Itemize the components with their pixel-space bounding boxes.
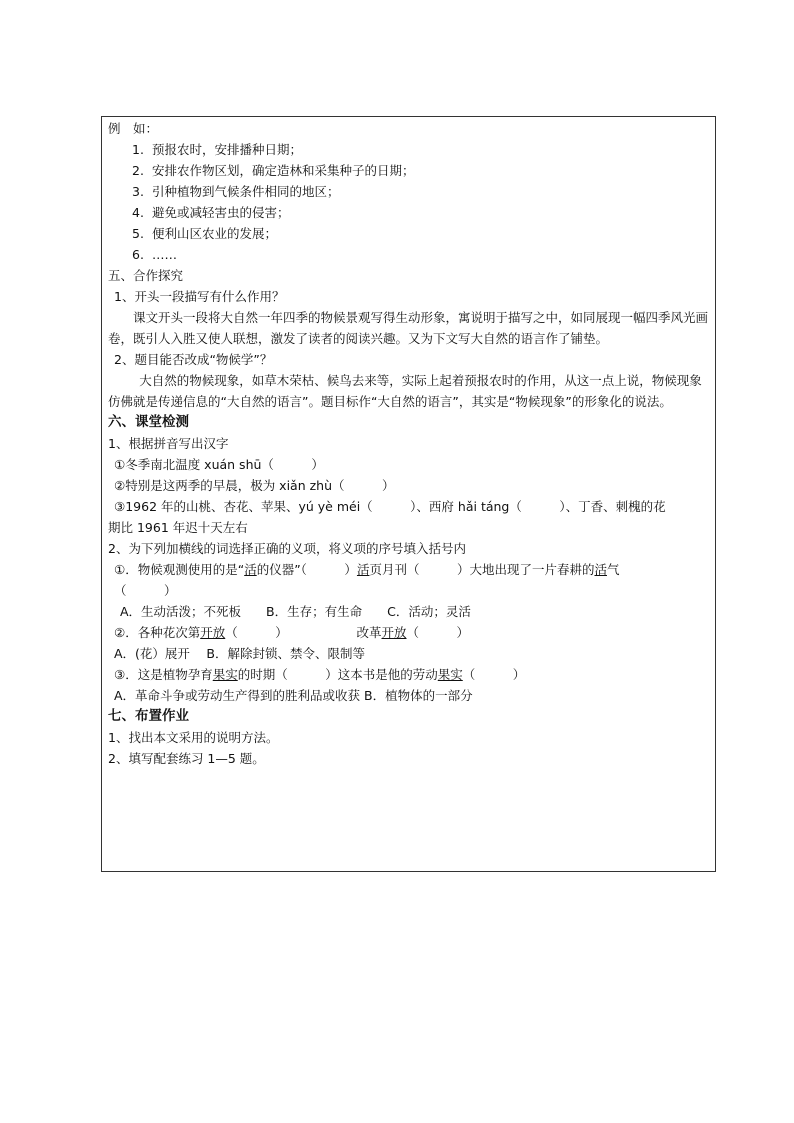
word-item-1 xyxy=(108,559,712,580)
word-item-3 xyxy=(108,664,712,685)
underlined-word: 果实 xyxy=(437,667,463,682)
underlined-word: 果实 xyxy=(212,667,238,682)
word-item-2-text: ②．各种花次第 xyxy=(114,625,201,640)
example-item xyxy=(108,160,712,181)
underlined-word: 活 xyxy=(594,562,607,577)
pinyin-item-2: ②特别是这两季的早晨，极为 xiǎn zhù（ ） xyxy=(114,478,395,493)
word-item-2-options: A．(花）展开 B．解除封锁、禁令、限制等 xyxy=(114,646,365,661)
examples-label: 例 如： xyxy=(108,121,159,136)
section7-title: 七、布置作业 xyxy=(108,708,189,724)
section5-answer-1: 课文开头一段将大自然一年四季的物候景观写得生动形象，寓说明于描写之中，如同展现一幅四季风光画卷，既引人入胜又使人联想，激发了读者的阅读兴趣。又为下文写大自然的语言作了铺垫。 xyxy=(108,310,709,346)
word-item-3-text: 的时期（ ）这本书是他的劳动 xyxy=(237,667,438,682)
section6-title: 六、课堂检测 xyxy=(108,414,189,430)
section5-title: 五、合作探究 xyxy=(108,268,184,283)
underlined-word: 活 xyxy=(244,562,257,577)
lesson-content xyxy=(108,118,712,769)
example-item-number: 1. xyxy=(132,142,144,157)
pinyin-item-3-cont: 期比 1961 年迟十天左右 xyxy=(108,520,248,535)
section6-question-2: 2、为下列加横线的词选择正确的义项，将义项的序号填入括号内 xyxy=(108,541,466,556)
underlined-word: 活 xyxy=(356,562,370,577)
word-item-3-text: ③．这是植物孕育 xyxy=(114,667,213,682)
word-item-1-text: 气 xyxy=(606,562,620,577)
example-item-number: 5. xyxy=(132,226,144,241)
pinyin-item-3: ③1962 年的山桃、杏花、苹果、yú yè méi（ ）、西府 hǎi táng（ ）、丁香、刺槐的花 xyxy=(114,499,666,514)
word-item-1-text: 的仪器”（ ） xyxy=(256,562,357,577)
example-item-text: 安排农作物区划，确定造林和采集种子的日期； xyxy=(151,163,415,178)
example-item-text: …… xyxy=(151,247,177,262)
example-item-text: 预报农时，安排播种日期； xyxy=(151,142,302,157)
example-item xyxy=(108,181,712,202)
homework-item-1: 1、找出本文采用的说明方法。 xyxy=(108,730,279,745)
example-item xyxy=(108,139,712,160)
word-item-1-text: 页月刊（ ）大地出现了一片春耕的 xyxy=(369,562,595,577)
word-item-1-blank: （ ） xyxy=(114,583,177,598)
word-item-1-text: ①．物候观测使用的是“ xyxy=(114,562,245,577)
example-item-text: 避免或减轻害虫的侵害； xyxy=(151,205,290,220)
word-item-3-options: A．革命斗争或劳动生产得到的胜利品或收获 B．植物体的一部分 xyxy=(114,688,473,703)
example-item xyxy=(108,244,712,265)
underlined-word: 开放 xyxy=(381,625,407,640)
example-item xyxy=(108,202,712,223)
word-item-3-text: （ ） xyxy=(462,667,526,682)
word-item-2-text: （ ） 改革 xyxy=(225,625,382,640)
word-item-2 xyxy=(108,622,712,643)
example-item-number: 2. xyxy=(132,163,144,178)
section5-answer-2: 大自然的物候现象，如草木荣枯、候鸟去来等，实际上起着预报农时的作用，从这一点上说，物候现象仿佛就是传递信息的“大自然的语言”。题目标作“大自然的语言”，其实是“物候现象”的形象化的说法。 xyxy=(108,373,702,409)
word-item-2-text: （ ） xyxy=(406,625,470,640)
homework-item-2: 2、填写配套练习 1—5 题。 xyxy=(108,751,265,766)
section5-question-2: 2、题目能否改成“物候学”？ xyxy=(114,352,273,367)
section5-question-1: 1、开头一段描写有什么作用？ xyxy=(114,289,285,304)
example-item-number: 3. xyxy=(132,184,144,199)
examples-list xyxy=(108,139,712,265)
example-item-text: 引种植物到气候条件相同的地区； xyxy=(151,184,340,199)
word-item-1-options: A．生动活泼；不死板 B．生存；有生命 C．活动；灵活 xyxy=(120,604,471,619)
section6-question-1: 1、根据拼音写出汉字 xyxy=(108,436,229,451)
underlined-word: 开放 xyxy=(200,625,226,640)
example-item-text: 便利山区农业的发展； xyxy=(151,226,277,241)
example-item xyxy=(108,223,712,244)
example-item-number: 6. xyxy=(132,247,144,262)
pinyin-item-1: ①冬季南北温度 xuán shū（ ） xyxy=(114,457,324,472)
example-item-number: 4. xyxy=(132,205,144,220)
